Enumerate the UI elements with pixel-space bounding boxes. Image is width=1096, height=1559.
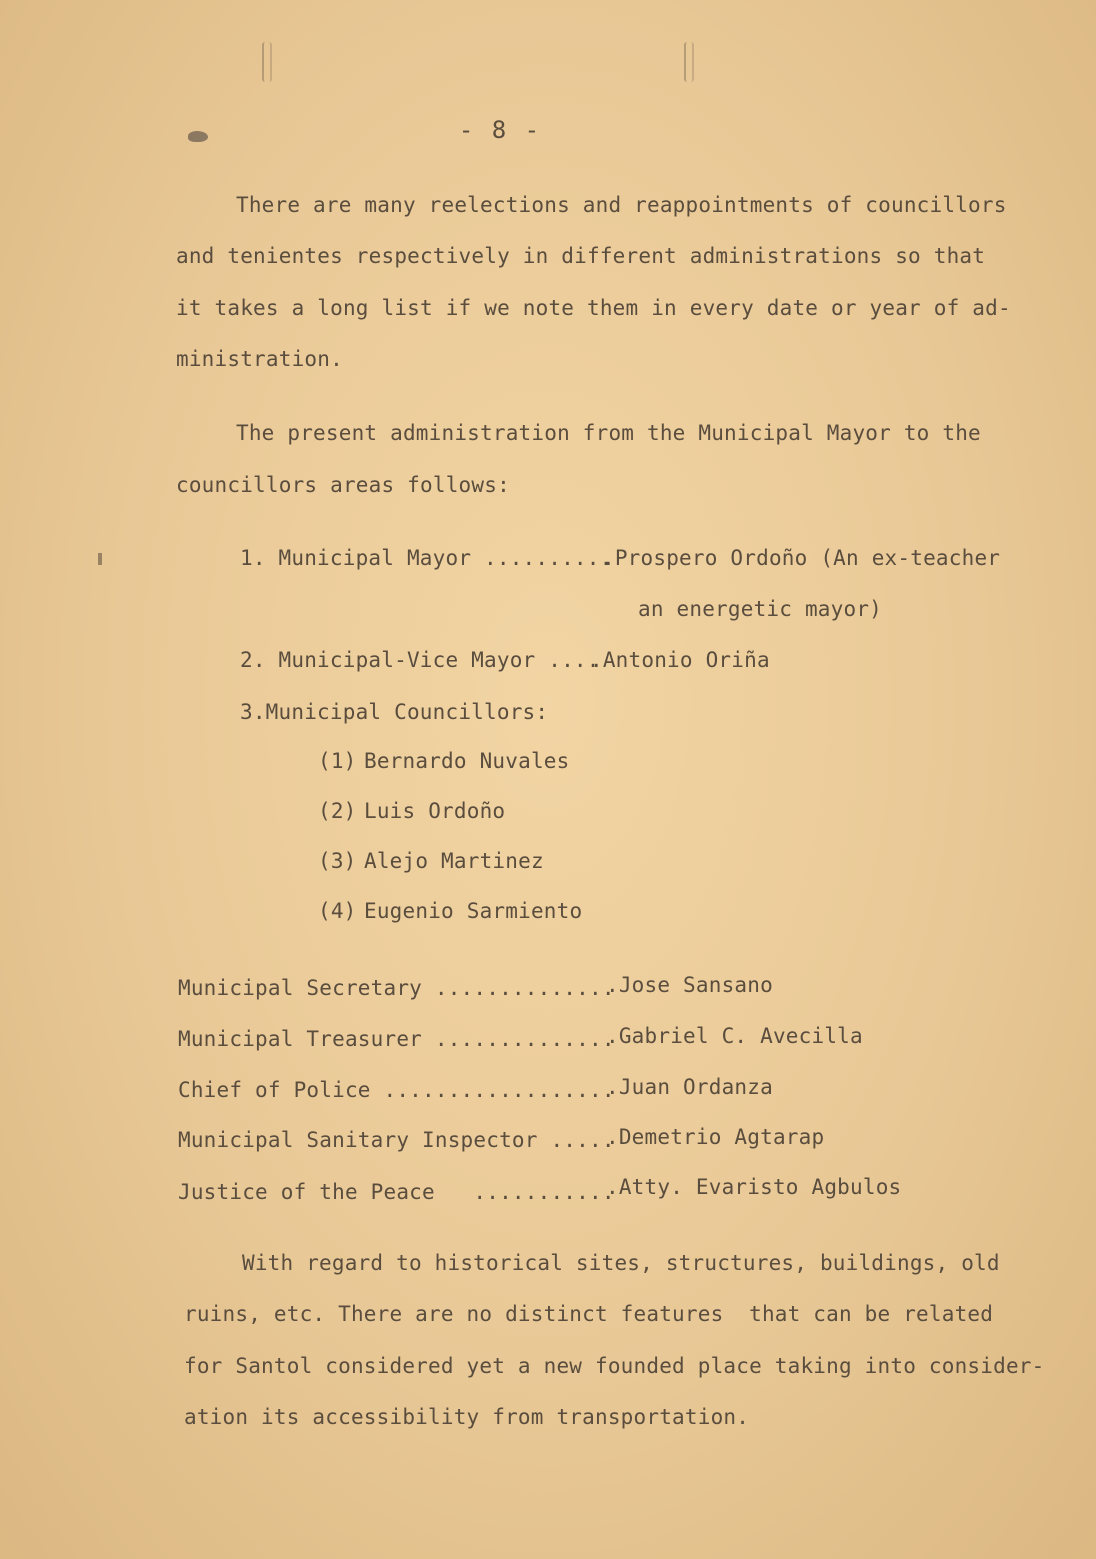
- staple-mark-right: [684, 42, 694, 82]
- mayor-label: 1. Municipal Mayor ..........: [240, 546, 613, 570]
- councillor-number: (4): [318, 899, 357, 923]
- paragraph1-line: it takes a long list if we note them in every date or year of ad-: [176, 296, 1011, 320]
- staple-mark-left: [262, 42, 272, 82]
- paragraph3-line: for Santol considered yet a new founded place taking into consider-: [184, 1354, 1045, 1378]
- official-name: .Demetrio Agtarap: [606, 1125, 825, 1149]
- official-name: .Gabriel C. Avecilla: [606, 1024, 863, 1048]
- paragraph1-line: There are many reelections and reappointments of councillors: [236, 193, 1007, 217]
- paragraph2-line: The present administration from the Municipal Mayor to the: [236, 421, 981, 445]
- councillor-number: (1): [318, 749, 357, 773]
- margin-mark: [98, 553, 102, 565]
- page-number: - 8 -: [458, 116, 542, 144]
- official-label: Municipal Secretary ..............: [178, 976, 615, 1000]
- councillors-heading: 3.Municipal Councillors:: [240, 700, 549, 724]
- official-label: Chief of Police ..................: [178, 1078, 615, 1102]
- paragraph1-line: and tenientes respectively in different administrations so that: [176, 244, 986, 268]
- vice-mayor-name: .Antonio Oriña: [590, 648, 770, 672]
- official-label: Justice of the Peace ...........: [178, 1180, 615, 1204]
- councillor-name: Bernardo Nuvales: [364, 749, 570, 773]
- councillor-number: (2): [318, 799, 357, 823]
- councillor-name: Luis Ordoño: [364, 799, 506, 823]
- official-label: Municipal Treasurer ..............: [178, 1027, 615, 1051]
- official-label: Municipal Sanitary Inspector .....: [178, 1128, 615, 1152]
- paragraph3-line: With regard to historical sites, structures, buildings, old: [242, 1251, 1000, 1275]
- councillor-number: (3): [318, 849, 357, 873]
- paragraph1-line: ministration.: [176, 347, 343, 371]
- councillor-name: Eugenio Sarmiento: [364, 899, 583, 923]
- mayor-note: an energetic mayor): [638, 597, 883, 621]
- paragraph3-line: ruins, etc. There are no distinct features that can be related: [184, 1302, 994, 1326]
- mayor-name: .Prospero Ordoño (An ex-teacher: [602, 546, 1001, 570]
- vice-mayor-label: 2. Municipal-Vice Mayor ....: [240, 648, 600, 672]
- official-name: .Atty. Evaristo Agbulos: [606, 1175, 902, 1199]
- official-name: .Juan Ordanza: [606, 1075, 773, 1099]
- councillor-name: Alejo Martinez: [364, 849, 544, 873]
- paragraph2-line: councillors areas follows:: [176, 473, 510, 497]
- paragraph3-line: ation its accessibility from transportation.: [184, 1405, 750, 1429]
- official-name: .Jose Sansano: [606, 973, 773, 997]
